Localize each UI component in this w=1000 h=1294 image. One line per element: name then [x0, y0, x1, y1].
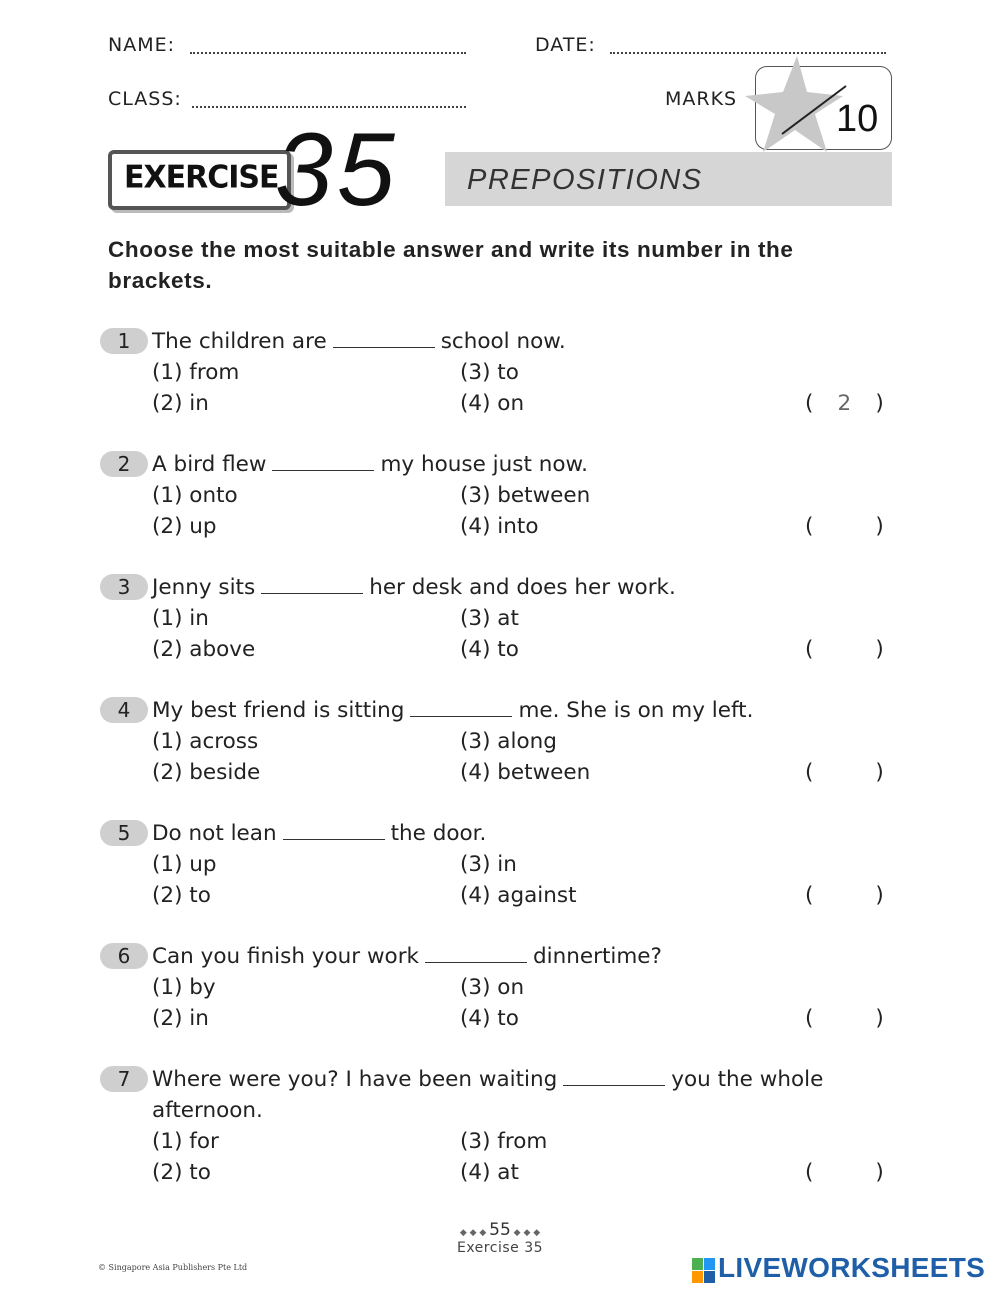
date-label: DATE: [535, 34, 596, 56]
option-4: (4) into [460, 514, 539, 539]
answer-brackets: ( ) [805, 760, 884, 785]
option-3: (3) along [460, 729, 557, 754]
option-1: (1) for [152, 1129, 219, 1154]
diamond-icon: ◆ ◆ ◆ [510, 1228, 541, 1238]
option-1: (1) across [152, 729, 259, 754]
option-1: (1) from [152, 360, 240, 385]
option-2: (2) to [152, 1160, 211, 1185]
name-label: NAME: [108, 34, 176, 56]
option-1: (1) by [152, 975, 216, 1000]
answer-blank[interactable] [283, 821, 385, 840]
option-4: (4) to [460, 637, 519, 662]
instructions: Choose the most suitable answer and write its number in the brackets. [108, 237, 794, 293]
option-4: (4) on [460, 391, 525, 416]
footer-exercise-label: Exercise 35 [456, 1240, 544, 1256]
option-1: (1) up [152, 852, 217, 877]
copyright: © Singapore Asia Publishers Pte Ltd [98, 1263, 248, 1272]
answer-brackets: ( ) [805, 1160, 884, 1185]
answer-brackets: ( ) [805, 637, 884, 662]
diamond-icon: ◆ ◆ ◆ [459, 1228, 490, 1238]
topic-title: PREPOSITIONS [467, 164, 703, 196]
exercise-label: EXERCISE [124, 159, 279, 196]
answer-brackets: ( 2 ) [805, 388, 884, 419]
answer-brackets: ( ) [805, 883, 884, 908]
question-number: 6 [100, 943, 148, 969]
option-3: (3) on [460, 975, 525, 1000]
answer-brackets: ( ) [805, 514, 884, 539]
option-3: (3) in [460, 852, 517, 877]
exercise-number: 35 [275, 112, 399, 228]
class-field[interactable] [192, 106, 466, 108]
question-stem: Can you finish your work dinnertime? [152, 944, 662, 969]
answer-input[interactable]: 2 [837, 391, 852, 416]
option-2: (2) above [152, 637, 256, 662]
question-number: 5 [100, 820, 148, 846]
page-number: ◆ ◆ ◆ 55 ◆ ◆ ◆ [459, 1220, 541, 1240]
option-1: (1) in [152, 606, 209, 631]
option-2: (2) in [152, 391, 209, 416]
name-field[interactable] [190, 52, 466, 54]
question-number: 7 [100, 1066, 148, 1092]
option-3: (3) from [460, 1129, 548, 1154]
option-1: (1) onto [152, 483, 238, 508]
option-4: (4) to [460, 1006, 519, 1031]
option-2: (2) beside [152, 760, 261, 785]
question-stem: Where were you? I have been waiting you the whole [152, 1067, 824, 1092]
answer-brackets: ( ) [805, 1006, 884, 1031]
marks-total: 10 [836, 98, 879, 140]
brand-name[interactable]: LIVEWORKSHEETS [718, 1252, 986, 1283]
class-label: CLASS: [108, 88, 182, 110]
option-4: (4) at [460, 1160, 519, 1185]
option-2: (2) in [152, 1006, 209, 1031]
answer-blank[interactable] [563, 1067, 665, 1086]
answer-blank[interactable] [272, 452, 374, 471]
option-4: (4) against [460, 883, 577, 908]
marks-label: MARKS [665, 88, 738, 110]
answer-blank[interactable] [261, 575, 363, 594]
question-stem: Jenny sits her desk and does her work. [152, 575, 676, 600]
option-2: (2) to [152, 883, 211, 908]
question-number: 1 [100, 328, 148, 354]
liveworksheets-logo-icon [692, 1256, 716, 1286]
option-3: (3) between [460, 483, 591, 508]
option-3: (3) at [460, 606, 519, 631]
option-4: (4) between [460, 760, 591, 785]
question-number: 4 [100, 697, 148, 723]
option-2: (2) up [152, 514, 217, 539]
option-3: (3) to [460, 360, 519, 385]
question-stem: The children are school now. [152, 329, 566, 354]
answer-blank[interactable] [333, 329, 435, 348]
question-number: 2 [100, 451, 148, 477]
question-stem-line2: afternoon. [152, 1098, 263, 1123]
answer-blank[interactable] [425, 944, 527, 963]
question-stem: A bird flew my house just now. [152, 452, 588, 477]
question-number: 3 [100, 574, 148, 600]
question-stem: Do not lean the door. [152, 821, 487, 846]
question-stem: My best friend is sitting me. She is on my left. [152, 698, 754, 723]
answer-blank[interactable] [410, 698, 512, 717]
